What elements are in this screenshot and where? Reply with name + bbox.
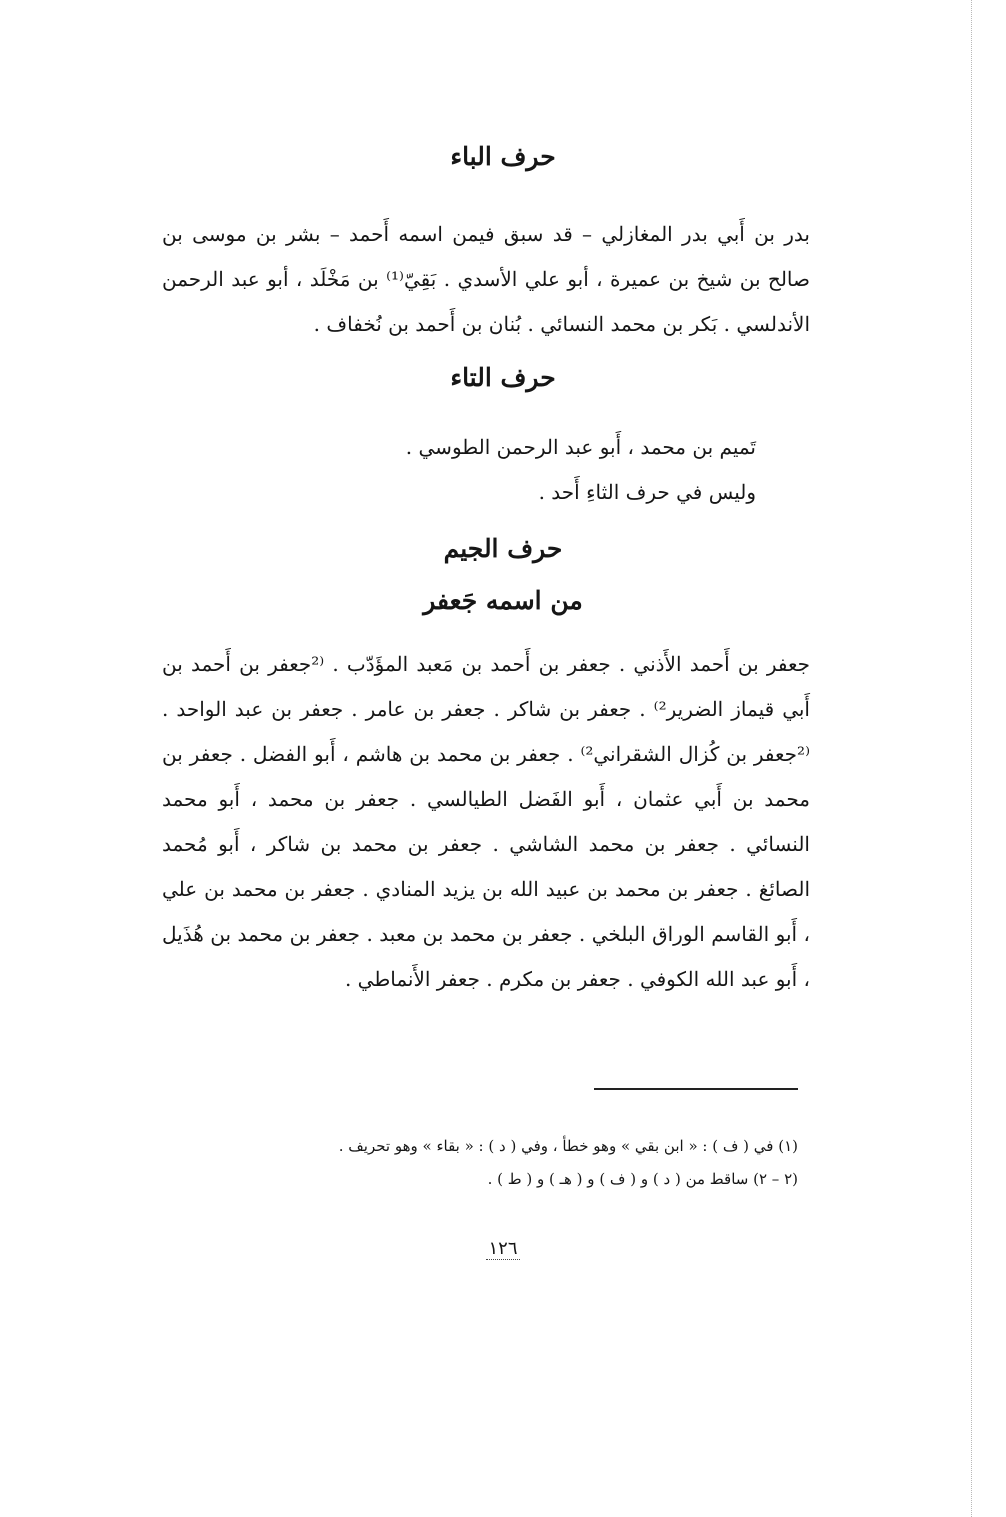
- section-ba-paragraph: بدر بن أَبي بدر المغازلي – قد سبق فيمن اسمه أَحمد – بشر بن موسى بن صالح بن شيخ بن عميرة ، أبو علي الأسدي . بَقِيّ⁽¹⁾ بن مَخْلَد ، أبو عبد الرحمن الأندلسي . بَكر بن محمد النسائي . بُنان بن أَحمد بن نُخفاف .: [162, 222, 810, 336]
- footnote-separator-rule: [594, 1088, 798, 1090]
- footnotes: [198, 1130, 798, 1196]
- section-ba-body: [162, 212, 810, 347]
- section-ta-body: [162, 425, 810, 515]
- section-jim-body: [162, 642, 810, 1002]
- heading-harf-al-jim: حرف الجيم: [443, 534, 563, 563]
- footnote-1: (١) في ( ف ) : « ابن بقي » وهو خطأ ، وفي ( د ) : « بقاء » وهو تحريف .: [338, 1137, 798, 1155]
- page-number-value: ١٢٦: [488, 1238, 518, 1259]
- heading-harf-al-ta: حرف التاء: [450, 363, 556, 392]
- subheading-man-ismuhu-jafar: من اسمه جَعفر: [423, 586, 583, 615]
- page-edge-dotted-line: [971, 0, 972, 1517]
- section-ta-line-1: تَميم بن محمد ، أَبو عبد الرحمن الطوسي .: [405, 435, 756, 459]
- page-number: [0, 1238, 1006, 1260]
- section-jim-paragraph: جعفر بن أَحمد الأَذني . جعفر بن أَحمد بن مَعبد المؤَدّب . ⁽²جعفر بن أَحمد بن أَبي قيماز الضرير²⁾ . جعفر بن شاكر . جعفر بن عامر . جعفر بن عبد الواحد . ⁽²جعفر بن كُزال الشقراني²⁾ . جعفر بن محمد بن هاشم ، أَبو الفضل . جعفر بن محمد بن أَبي عثمان ، أَبو الفَضل الطيالسي . جعفر بن محمد ، أَبو محمد النسائي . جعفر بن محمد الشاشي . جعفر بن محمد بن شاكر ، أَبو مُحمد الصائغ . جعفر بن محمد بن عبيد الله بن يزيد المنادي . جعفر بن محمد بن علي ، أَبو القاسم الوراق البلخي . جعفر بن محمد بن معبد . جعفر بن محمد بن هُذَيل ، أَبو عبد الله الكوفي . جعفر بن مكرم . جعفر الأَنماطي .: [162, 652, 810, 991]
- section-ta-line-2: وليس في حرف الثاءِ أَحد .: [538, 480, 756, 504]
- footnote-2: (٢ – ٢) ساقط من ( د ) و ( ف ) و ( هـ ) و ( ط ) .: [487, 1170, 798, 1188]
- heading-harf-al-ba: حرف الباء: [450, 142, 556, 171]
